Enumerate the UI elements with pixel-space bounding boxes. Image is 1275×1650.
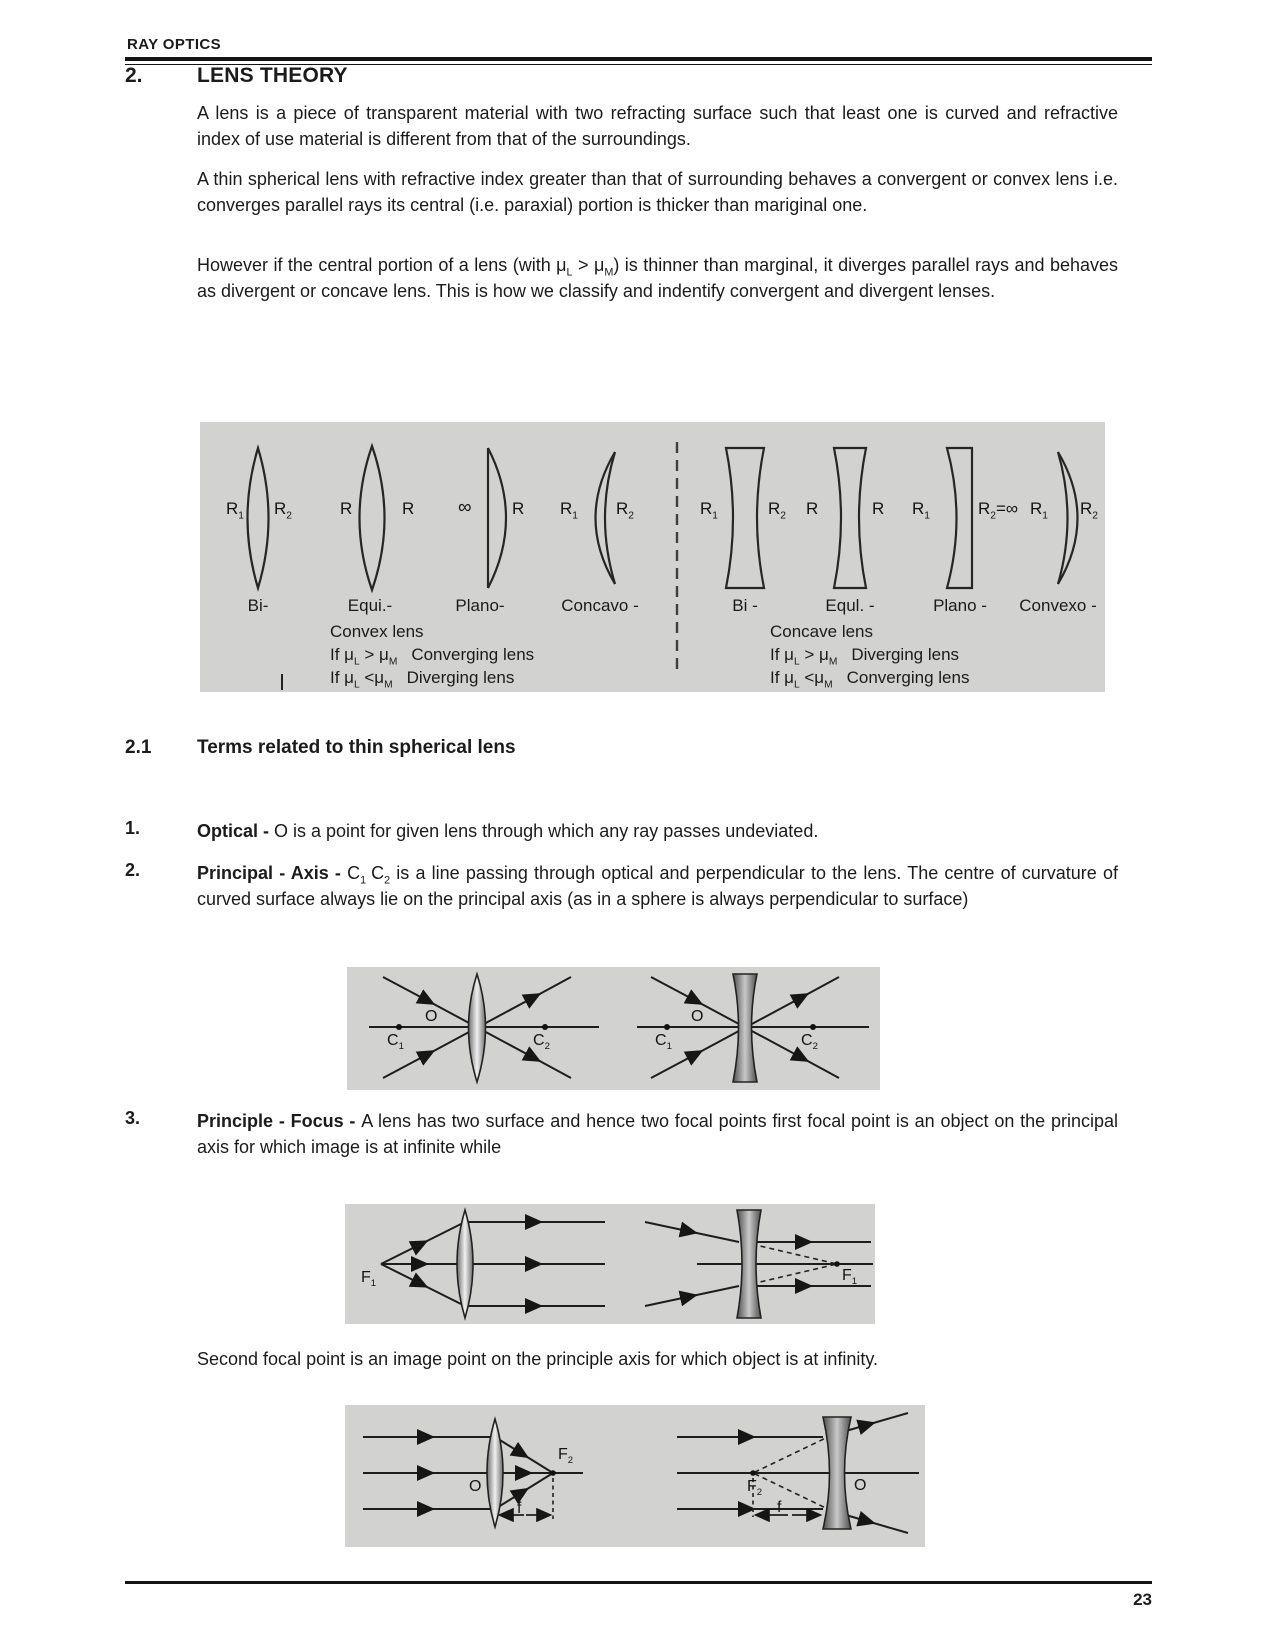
label-optical-centre: O <box>854 1477 867 1494</box>
incoming-ray-bottom <box>645 1286 739 1306</box>
label-r2: $R_2$ <box>1080 499 1098 522</box>
paragraph-second-focal-point: Second focal point is an image point on the principle axis for which object is at infinity. <box>197 1349 879 1369</box>
biconvex-lens-outline <box>248 448 269 588</box>
label-r: R <box>872 499 885 518</box>
section-title: LENS THEORY <box>197 64 348 87</box>
planoconcave-lens-outline <box>947 448 972 588</box>
label-r1: $R_1$ <box>1030 499 1048 522</box>
label-optical-centre: O <box>691 1008 704 1025</box>
label-r1: $R_1$ <box>912 499 930 522</box>
concavoconvex-inner-curve <box>605 452 615 584</box>
label-r: R <box>340 499 353 518</box>
planoconvex-curved-side <box>488 448 506 588</box>
figure-lens-types <box>200 422 1105 692</box>
label-r2: $R_2$ <box>274 499 292 522</box>
label-infinity: ∞ <box>458 497 472 518</box>
equiconvex-lens-outline <box>360 446 385 590</box>
first-focus-drawing <box>345 1204 875 1324</box>
category-plano-concave: Plano - <box>933 596 987 615</box>
c2-point <box>810 1024 816 1030</box>
paragraph-convex-behaviour: A thin spherical lens with refractive index greater than that of surrounding behaves a convergent or convex lens i.e. converges parallel rays its central (i.e. paraxial) portion is thicker than mariginal one. <box>197 169 1118 215</box>
label-focal-length: f <box>517 1500 522 1517</box>
paragraph-concave-behaviour: However if the central portion of a lens (with $\mu_L > \mu_M$) is thinner than marginal, it diverges parallel rays and behaves as divergent or concave lens. This is how we classify and indentify convergent and divergent lenses. <box>197 255 1119 301</box>
figure-first-focus <box>345 1204 875 1324</box>
page-header-title: RAY OPTICS <box>127 36 222 53</box>
label-r1: $R_1$ <box>560 499 578 522</box>
convex-lens-shape <box>487 1419 503 1527</box>
concave-converging-rule: If $\mu_L <\mu_M$ Converging lens <box>770 668 970 691</box>
item-1-optical-centre: Optical - O is a point for given lens through which any ray passes undeviated. <box>197 821 819 841</box>
label-f1: $F_1$ <box>842 1267 858 1288</box>
label-r: R <box>512 499 525 518</box>
label-optical-centre: O <box>469 1478 482 1495</box>
label-optical-centre: O <box>425 1008 438 1025</box>
convex-lens-rules <box>330 620 534 689</box>
diverging-ray-from-f1-up <box>381 1222 465 1264</box>
stray-mark <box>281 674 283 690</box>
item-3-principal-focus: Principle - Focus - A lens has two surface and hence two focal points first focal point is an object on the principal axis for which image is at infinite while <box>197 1111 1118 1157</box>
category-equi-convex: Equi.- <box>347 596 393 615</box>
concave-lens-rules <box>770 620 969 689</box>
label-c2: $C_2$ <box>533 1032 550 1053</box>
item-1-number: 1. <box>125 818 141 838</box>
virtual-ray-dashed <box>753 1435 832 1473</box>
f2-point <box>550 1470 556 1476</box>
label-r1: $R_1$ <box>700 499 718 522</box>
concave-diverging-rule: If $\mu_L > \mu_M$ Diverging lens <box>770 645 960 668</box>
figure-optical-centre <box>347 967 880 1090</box>
label-r1: $R_1$ <box>226 499 244 522</box>
item-2-number: 2. <box>125 860 141 880</box>
category-concavo-convex: Concavo - <box>561 596 639 615</box>
convex-lens-title: Convex lens <box>330 622 424 641</box>
diverging-ray-from-f1-down <box>381 1264 465 1306</box>
item-3-number: 3. <box>125 1108 141 1128</box>
page-number: 23 <box>1133 1590 1152 1609</box>
f2-point <box>750 1470 756 1476</box>
item-2-principal-axis: Principal - Axis - $C_1$ $C_2$ is a line passing through optical and perpendicular to the lens. The centre of curvature of curved surface always lie on the principal axis (as in a sphere is always perpendicular to surface) <box>197 863 1118 909</box>
category-bi-convex: Bi- <box>247 596 269 615</box>
label-f1: $F_1$ <box>361 1269 377 1290</box>
category-bi-concave: Bi - <box>732 596 758 615</box>
convex-lens-shape <box>469 974 486 1082</box>
subsection-title: Terms related to thin spherical lens <box>197 737 516 758</box>
second-focus-drawing <box>345 1405 925 1547</box>
footer-rule <box>125 1581 1152 1584</box>
convex-converging-rule: If $\mu_L > \mu_M$ Converging lens <box>330 645 535 668</box>
paragraph-lens-definition: A lens is a piece of transparent material with two refracting surface such that least one is curved and refractive index of use material is different from that of the surroundings. <box>197 103 1118 149</box>
biconcave-lens-outline <box>726 448 764 588</box>
label-r: R <box>402 499 415 518</box>
optical-centre-drawing <box>347 967 880 1090</box>
c1-point <box>396 1024 402 1030</box>
virtual-ray-dashed <box>753 1473 832 1511</box>
c2-point <box>542 1024 548 1030</box>
label-c1: $C_1$ <box>387 1032 404 1053</box>
label-focal-length: f <box>777 1499 782 1516</box>
convex-diverging-rule: If $\mu_L <\mu_M$ Diverging lens <box>330 668 515 691</box>
equiconcave-lens-outline <box>834 448 866 588</box>
c1-point <box>664 1024 670 1030</box>
section-number: 2. <box>125 64 143 87</box>
figure-second-focus <box>345 1405 925 1547</box>
category-plano-convex: Plano- <box>455 596 505 615</box>
incoming-ray-top <box>645 1222 739 1242</box>
convexoconcave-inner-curve <box>1058 452 1068 584</box>
label-c2: $C_2$ <box>801 1032 818 1053</box>
label-f2: $F_2$ <box>558 1446 574 1467</box>
category-equl-concave: Equl. - <box>825 596 875 615</box>
label-r2-equals-infinity: $R_2=\infty$ <box>978 499 1018 522</box>
label-r2: $R_2$ <box>768 499 786 522</box>
convex-lens-shape <box>457 1210 473 1318</box>
subsection-number: 2.1 <box>125 737 152 758</box>
label-r: R <box>806 499 819 518</box>
label-c1: $C_1$ <box>655 1032 672 1053</box>
concave-lens-title: Concave lens <box>770 622 874 641</box>
label-f2: $F_2$ <box>747 1478 763 1499</box>
label-r2: $R_2$ <box>616 499 634 522</box>
f1-point <box>834 1261 840 1267</box>
category-convexo-concave: Convexo - <box>1019 596 1097 615</box>
